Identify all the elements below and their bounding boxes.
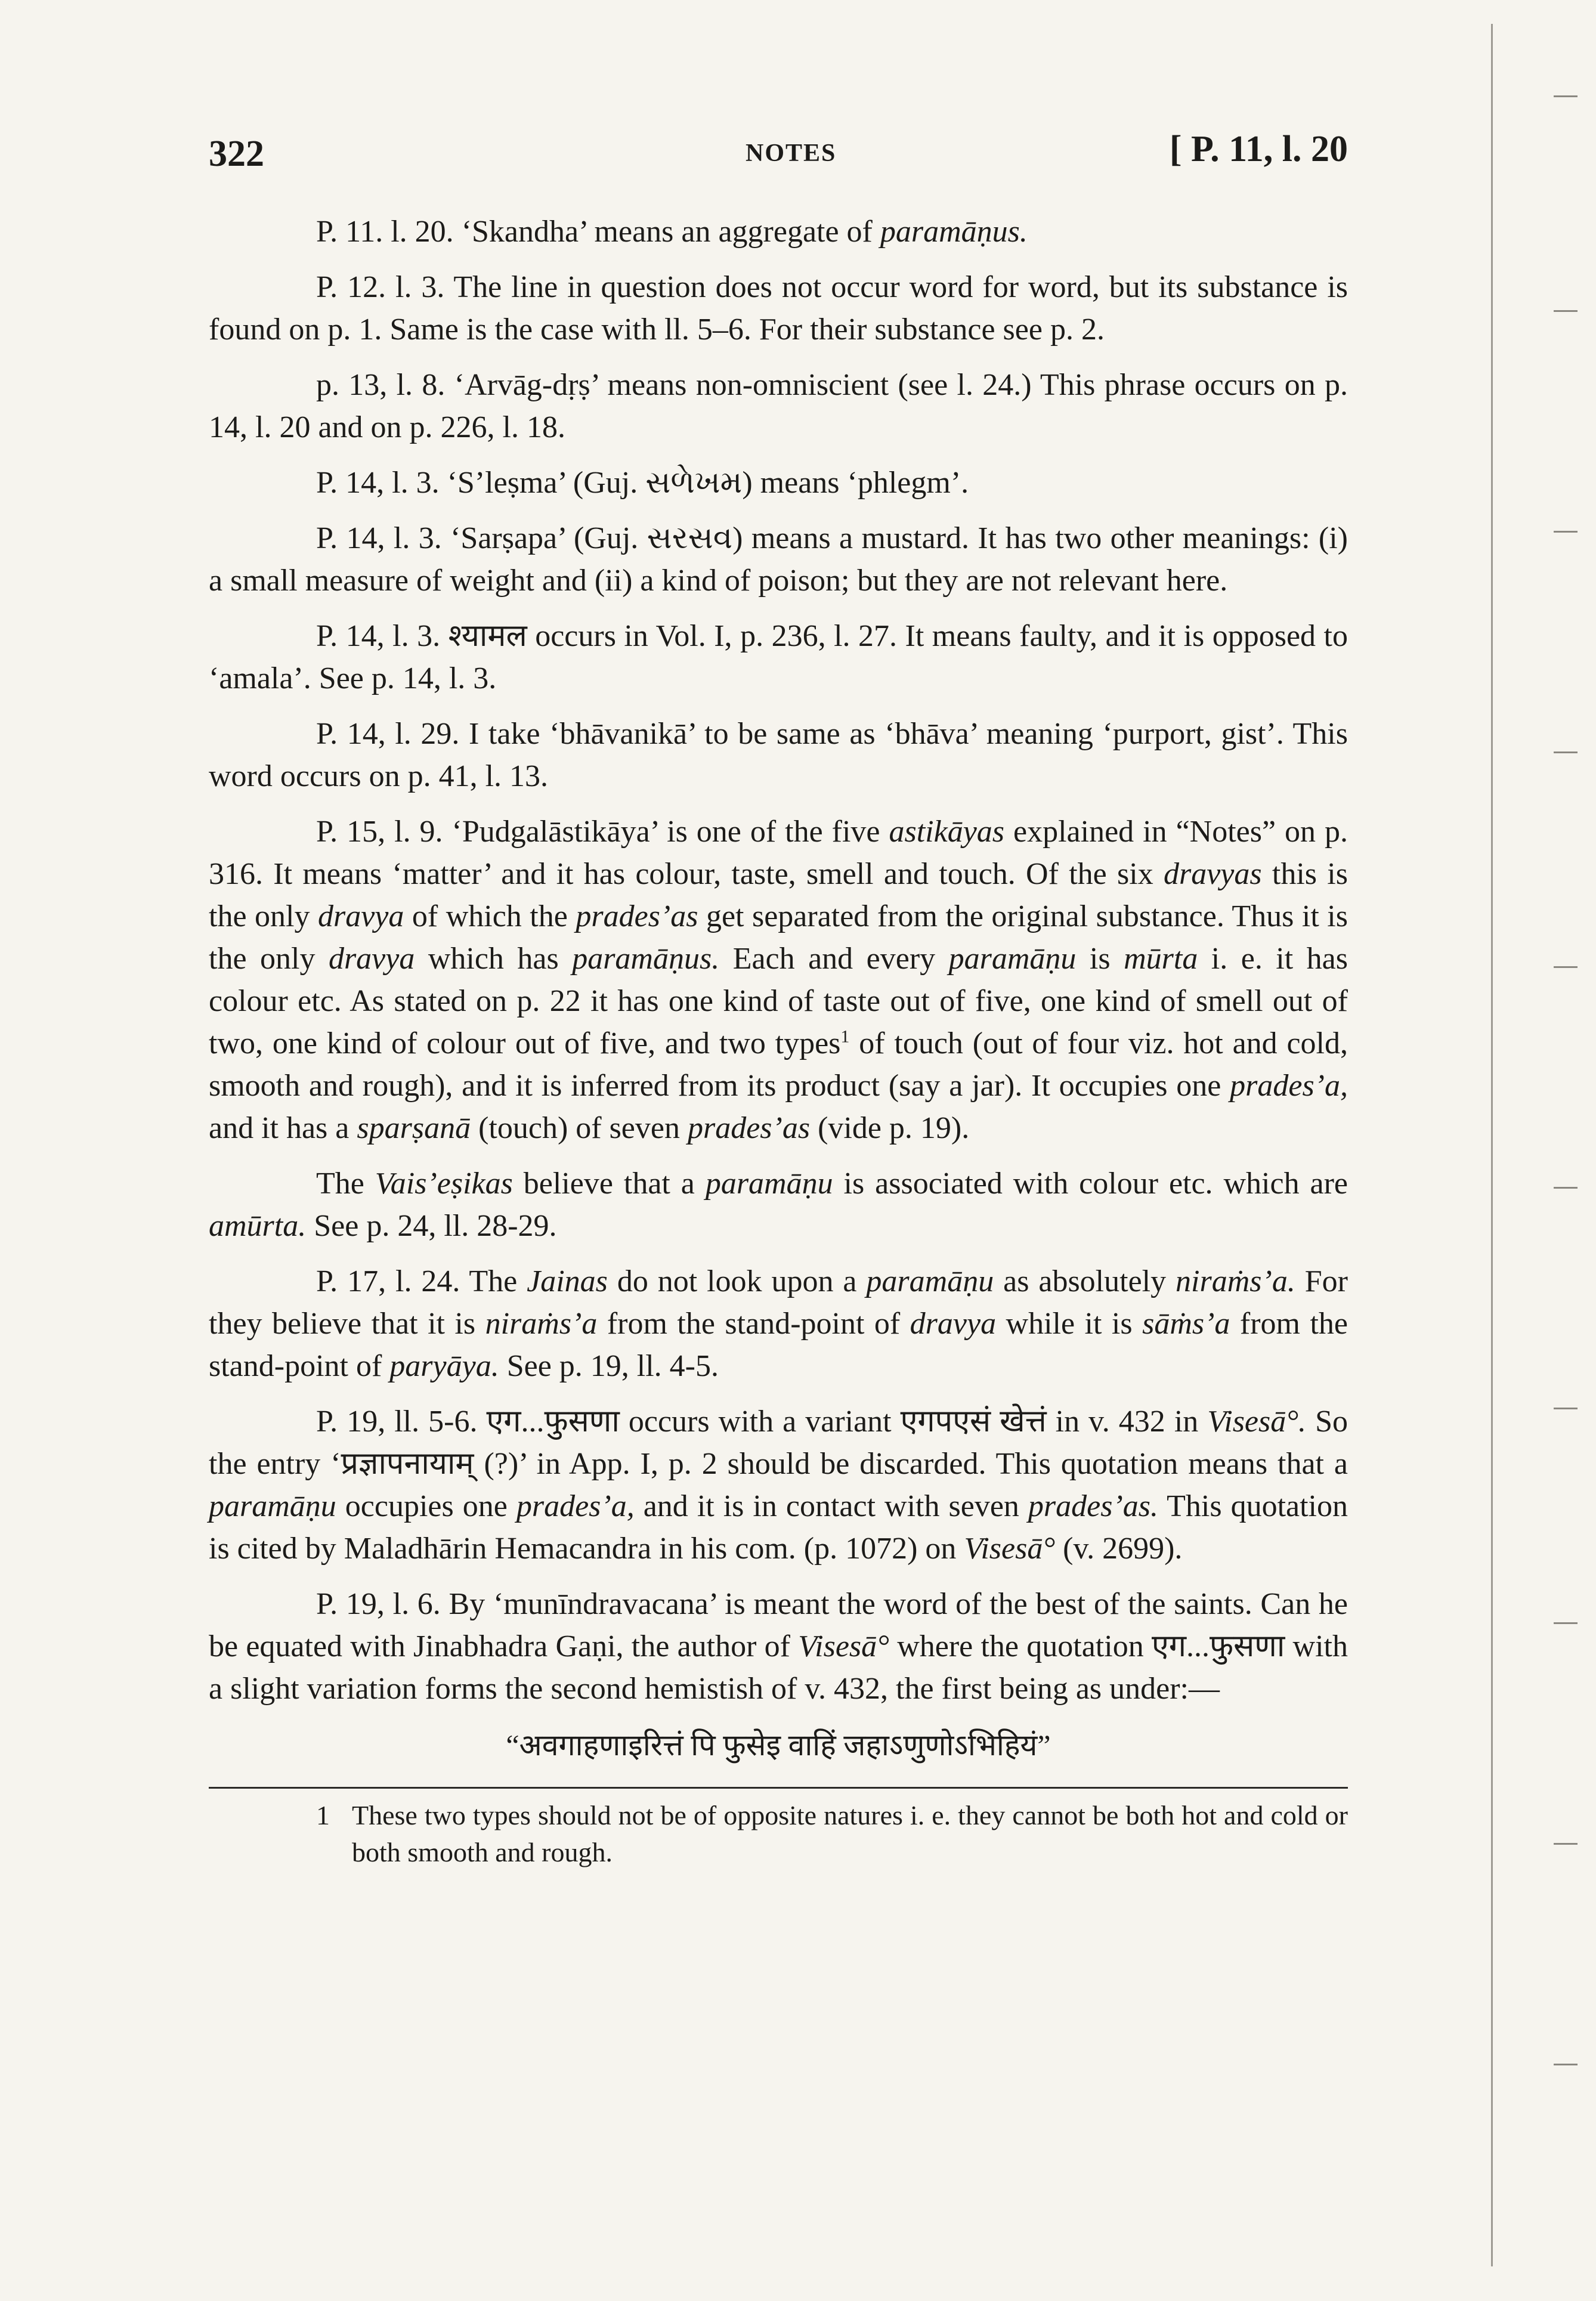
scan-margin-tick bbox=[1554, 1408, 1578, 1409]
note-munindravacana: P. 19, l. 6. By ‘munīndravacana’ is meant the word of the best of the saints. Can he be equated with Jinabhadra Gaṇi, the author of Visesā° where the quotation एग...फुसणा with a slight variation forms the second hemistish of v. 432, the first being as under:— bbox=[209, 1587, 1348, 1706]
note-pudgalastikaya: P. 15, l. 9. ‘Pudgalāstikāya’ is one of the five astikāyas explained in “Notes” on p. 316. It means ‘matter’ and it has colour, taste, smell and touch. Of the six dravyas this is the only dravya of which the prades’as get separated from the original substance. Thus it is the only dravya which has paramāṇus. Each and every paramāṇu is mūrta i. e. it has colour etc. As stated on p. 22 it has one kind of taste out of five, one kind of smell out of two, one kind of colour out of five, and two types$^1$ of touch (out of four viz. hot and cold, smooth and rough), and it is inferred from its product (say a jar). It occupies one prades’a, and it has a sparṣanā (touch) of seven prades’as (vide p. 19). bbox=[209, 815, 1348, 1145]
note-paragraph: P. 12. l. 3. The line in question does not occur word for word, but its substance is found on p. 1. Same is the case with ll. 5–6. For their substance see p. 2. bbox=[209, 270, 1348, 347]
footnote-divider bbox=[209, 1787, 1348, 1789]
scan-margin-tick bbox=[1554, 1622, 1578, 1624]
book-page bbox=[209, 122, 1348, 2246]
footnote-number: 1 bbox=[316, 1800, 330, 1830]
footnote-marker: 1 bbox=[840, 1026, 850, 1047]
running-reference: [ P. 11, l. 20 bbox=[1169, 129, 1348, 169]
scan-margin-tick bbox=[1554, 310, 1578, 312]
note-jainas: P. 17, l. 24. The Jainas do not look upon a paramāṇu as absolutely niraṁs’a. For they believe that it is niraṁs’a from the stand-point of dravya while it is sāṁs’a from the stand-point of paryāya. See p. 19, ll. 4-5. bbox=[209, 1264, 1348, 1383]
scan-margin-line bbox=[1491, 24, 1493, 2266]
notes-body bbox=[209, 211, 1348, 1871]
scan-margin-tick bbox=[1554, 966, 1578, 968]
scan-margin-tick bbox=[1554, 1187, 1578, 1189]
quoted-verse: “अवगाहणाइरित्तं पि फुसेइ वाहिं जहाऽणुणोऽभिहियं” bbox=[506, 1728, 1051, 1762]
page-number: 322 bbox=[209, 134, 264, 174]
running-title: NOTES bbox=[746, 140, 837, 167]
scan-margin-tick bbox=[1554, 751, 1578, 753]
footnote-text: These two types should not be of opposite natures i. e. they cannot be both hot and cold or both smooth and rough. bbox=[352, 1800, 1348, 1867]
note-vaisesikas: The Vais’eṣikas believe that a paramāṇu is associated with colour etc. which are amūrta. See p. 24, ll. 28-29. bbox=[209, 1167, 1348, 1243]
note-paragraph: P. 14, l. 3. ‘Sarṣapa’ (Guj. સરસવ) means a mustard. It has two other meanings: (i) a small measure of weight and (ii) a kind of poison; but they are not relevant here. bbox=[209, 521, 1348, 598]
scan-margin-tick bbox=[1554, 531, 1578, 533]
note-eg-phusana: P. 19, ll. 5-6. एग...फुसणा occurs with a variant एगपएसं खेत्तं in v. 432 in Visesā°. So the entry ‘प्रज्ञापनायाम् (?)’ in App. I, p. 2 should be discarded. This quotation means that a paramāṇu occupies one prades’a, and it is in contact with seven prades’as. This quotation is cited by Maladhārin Hemacandra in his com. (p. 1072) on Visesā° (v. 2699). bbox=[209, 1405, 1348, 1566]
scan-margin-tick bbox=[1554, 1843, 1578, 1845]
page-header bbox=[209, 122, 1348, 176]
footnote bbox=[209, 1797, 1348, 1871]
scan-margin-tick bbox=[1554, 95, 1578, 97]
note-paragraph: P. 14, l. 3. ‘S’leṣma’ (Guj. સળેખમ) means ‘phlegm’. bbox=[316, 466, 969, 500]
note-paragraph: P. 14, l. 29. I take ‘bhāvanikā’ to be same as ‘bhāva’ meaning ‘purport, gist’. This word occurs on p. 41, l. 13. bbox=[209, 717, 1348, 793]
note-paragraph: P. 14, l. 3. श्यामल occurs in Vol. I, p. 236, l. 27. It means faulty, and it is opposed to ‘amala’. See p. 14, l. 3. bbox=[209, 619, 1348, 695]
note-paragraph: P. 11. l. 20. ‘Skandha’ means an aggregate of paramāṇus. bbox=[316, 215, 1028, 249]
note-paragraph: p. 13, l. 8. ‘Arvāg-dṛṣ’ means non-omniscient (see l. 24.) This phrase occurs on p. 14, l. 20 and on p. 226, l. 18. bbox=[209, 368, 1348, 444]
scan-margin-tick bbox=[1554, 2064, 1578, 2065]
